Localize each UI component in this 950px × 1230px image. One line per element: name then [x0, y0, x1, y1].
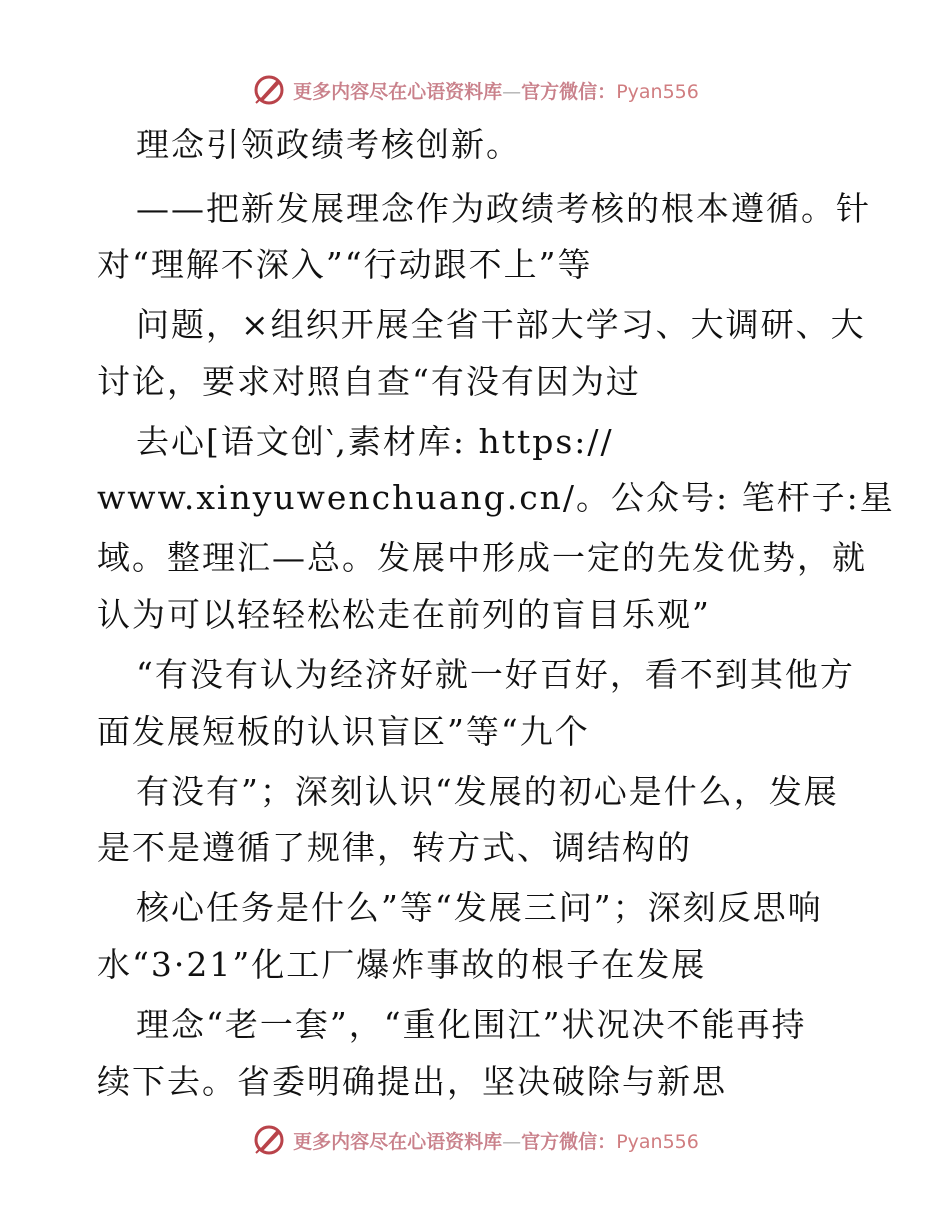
text-line: 理念“老一套”，“重化围江”状况决不能再持: [136, 1005, 807, 1044]
text-line: 问题，×组织开展全省干部大学习、大调研、大: [136, 305, 866, 344]
header-watermark: [0, 70, 950, 110]
text-line: 域。整理汇—总。发展中形成一定的先发优势，就: [97, 538, 867, 577]
text-line: 是不是遵循了规律，转方式、调结构的: [97, 828, 692, 867]
watermark-brand: 更多内容尽在心语资料库: [293, 1130, 503, 1153]
watermark-handle: Pyan556: [616, 1130, 699, 1153]
watermark-text: [293, 1127, 699, 1154]
text-line: 面发展短板的认识盲区”等“九个: [97, 712, 590, 751]
text-line: 有没有”；深刻认识“发展的初心是什么，发展: [136, 772, 839, 811]
text-line: 核心任务是什么”等“发展三问”；深刻反思响: [136, 888, 823, 927]
watermark-separator: —: [502, 80, 522, 103]
quill-seal-logo-icon: [251, 1122, 287, 1158]
watermark-handle: Pyan556: [616, 80, 699, 103]
watermark-label: 官方微信：: [521, 1130, 617, 1153]
text-line: ——把新发展理念作为政绩考核的根本遵循。针: [136, 189, 871, 228]
quill-seal-logo-icon: [251, 72, 287, 108]
text-line: 认为可以轻轻松松走在前列的盲目乐观”: [97, 595, 711, 634]
footer-watermark: [0, 1120, 950, 1160]
text-line: “有没有认为经济好就一好百好，看不到其他方: [136, 655, 855, 694]
watermark-label: 官方微信：: [521, 80, 617, 103]
text-line: 对“理解不深入”“行动跟不上”等: [97, 245, 593, 284]
text-line: 讨论，要求对照自查“有没有因为过: [97, 362, 641, 401]
text-line: www.xinyuwenchuang.cn/。公众号: 笔杆子:星: [97, 478, 895, 517]
watermark-text: [293, 77, 699, 104]
watermark-separator: —: [502, 1130, 522, 1153]
text-line: 续下去。省委明确提出，坚决破除与新思: [97, 1062, 727, 1101]
text-line: 理念引领政绩考核创新。: [136, 125, 521, 164]
text-line: 去心[语文创‵,素材库: https://: [136, 422, 614, 461]
watermark-brand: 更多内容尽在心语资料库: [293, 80, 503, 103]
text-line: 水“3·21”化工厂爆炸事故的根子在发展: [97, 945, 707, 984]
